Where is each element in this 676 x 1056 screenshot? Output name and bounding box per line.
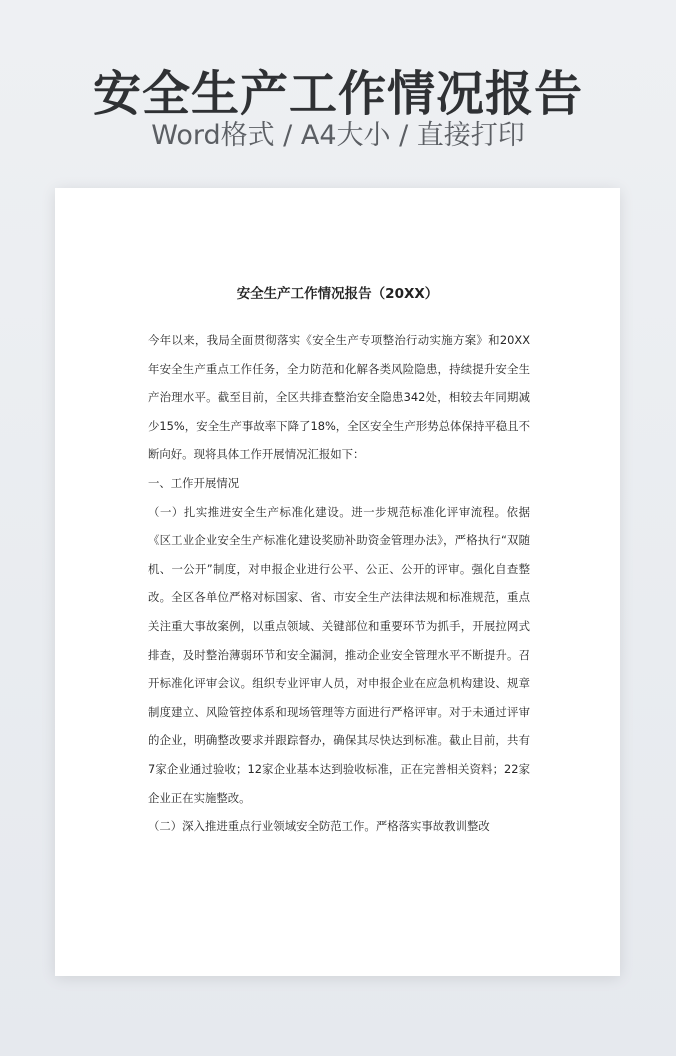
paragraph-key-industries: （二）深入推进重点行业领域安全防范工作。严格落实事故教训整改 (148, 819, 490, 834)
banner-title: 安全生产工作情况报告 (92, 66, 583, 122)
document-body (148, 326, 530, 841)
banner-subtitle: Word格式 / A4大小 / 直接打印 (151, 120, 525, 151)
paragraph-intro: 今年以来，我局全面贯彻落实《安全生产专项整治行动实施方案》和20XX年安全生产重点工作任务，全力防范和化解各类风险隐患，持续提升安全生产治理水平。截至目前，全区共排查整治安全隐患342处，相较去年同期减少15%，安全生产事故率下降了18%，全区安全生产形势总体保持平稳且不断向好。现将具体工作开展情况汇报如下： (148, 333, 530, 462)
document-title: 安全生产工作情况报告（20XX） (236, 286, 439, 302)
paragraph-standardization: （一）扎实推进安全生产标准化建设。进一步规范标准化评审流程。依据《区工业企业安全生产标准化建设奖励补助资金管理办法》，严格执行“双随机、一公开”制度，对申报企业进行公平、公正、公开的评审。强化自查整改。全区各单位严格对标国家、省、市安全生产法律法规和标准规范，重点关注重大事故案例，以重点领域、关键部位和重要环节为抓手，开展拉网式排查，及时整治薄弱环节和安全漏洞，推动企业安全管理水平不断提升。召开标准化评审会议。组织专业评审人员，对申报企业在应急机构建设、规章制度建立、风险管控体系和现场管理等方面进行严格评审。对于未通过评审的企业，明确整改要求并跟踪督办，确保其尽快达到标准。截止目前，共有7家企业通过验收；12家企业基本达到验收标准，正在完善相关资料；22家企业正在实施整改。 (148, 504, 530, 805)
section-heading-1: 一、工作开展情况 (148, 475, 240, 490)
document-page (55, 188, 620, 976)
